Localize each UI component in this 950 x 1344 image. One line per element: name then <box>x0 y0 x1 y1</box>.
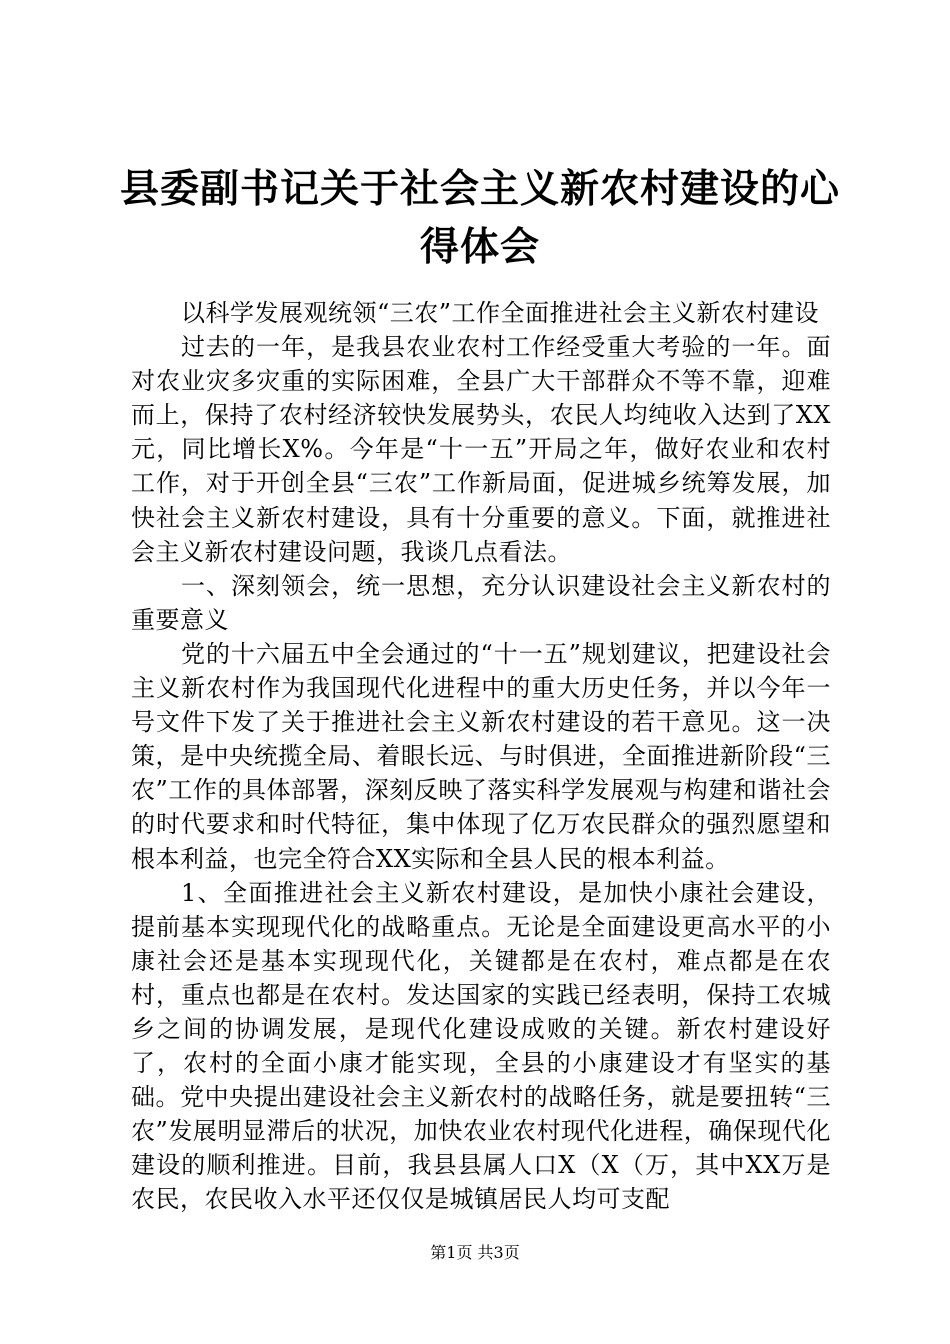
page-footer: 第1页 共3页 <box>430 1243 520 1262</box>
document-body <box>131 296 831 1217</box>
chapter-heading: 一、深刻领会，统一思想，充分认识建设社会主义新农村的重要意义 <box>131 571 831 634</box>
body-paragraph-point-1: 1、全面推进社会主义新农村建设，是加快小康社会建设，提前基本实现现代化的战略重点。无论是全面建设更高水平的小康社会还是基本实现现代化，关键都是在农村，难点都是在农村，重点也都是在农村。发达国家的实践已经表明，保持工农城乡之间的协调发展，是现代化建设成败的关键。新农村建设好了，农村的全面小康才能实现，全县的小康建设才有坚实的基础。党中央提出建设社会主义新农村的战略任务，就是要扭转“三农”发展明显滞后的状况，加快农业农村现代化进程，确保现代化建设的顺利推进。目前，我县县属人口X（X（万，其中XX万是农民，农民收入水平还仅仅是城镇居民人均可支配 <box>131 878 831 1214</box>
intro-paragraph: 过去的一年，是我县农业农村工作经受重大考验的一年。面对农业灾多灾重的实际困难，全县广大干部群众不等不靠，迎难而上，保持了农村经济较快发展势头，农民人均纯收入达到了XX元，同比增长X%。今年是“十一五”开局之年，做好农业和农村工作，对于开创全县“三农”工作新局面，促进城乡统筹发展，加快社会主义新农村建设，具有十分重要的意义。下面，就推进社会主义新农村建设问题，我谈几点看法。 <box>131 333 831 566</box>
body-paragraph: 党的十六届五中全会通过的“十一五”规划建议，把建设社会主义新农村作为我国现代化进程中的重大历史任务，并以今年一号文件下发了关于推进社会主义新农村建设的若干意见。这一决策，是中央统揽全局、着眼长远、与时俱进，全面推进新阶段“三农”工作的具体部署，深刻反映了落实科学发展观与构建和谐社会的时代要求和时代特征，集中体现了亿万农民群众的强烈愿望和根本利益，也完全符合XX实际和全县人民的根本利益。 <box>131 639 831 873</box>
section-heading: 以科学发展观统领“三农”工作全面推进社会主义新农村建设 <box>181 299 820 327</box>
document-title: 县委副书记关于社会主义新农村建设的心得体会 <box>120 166 841 270</box>
